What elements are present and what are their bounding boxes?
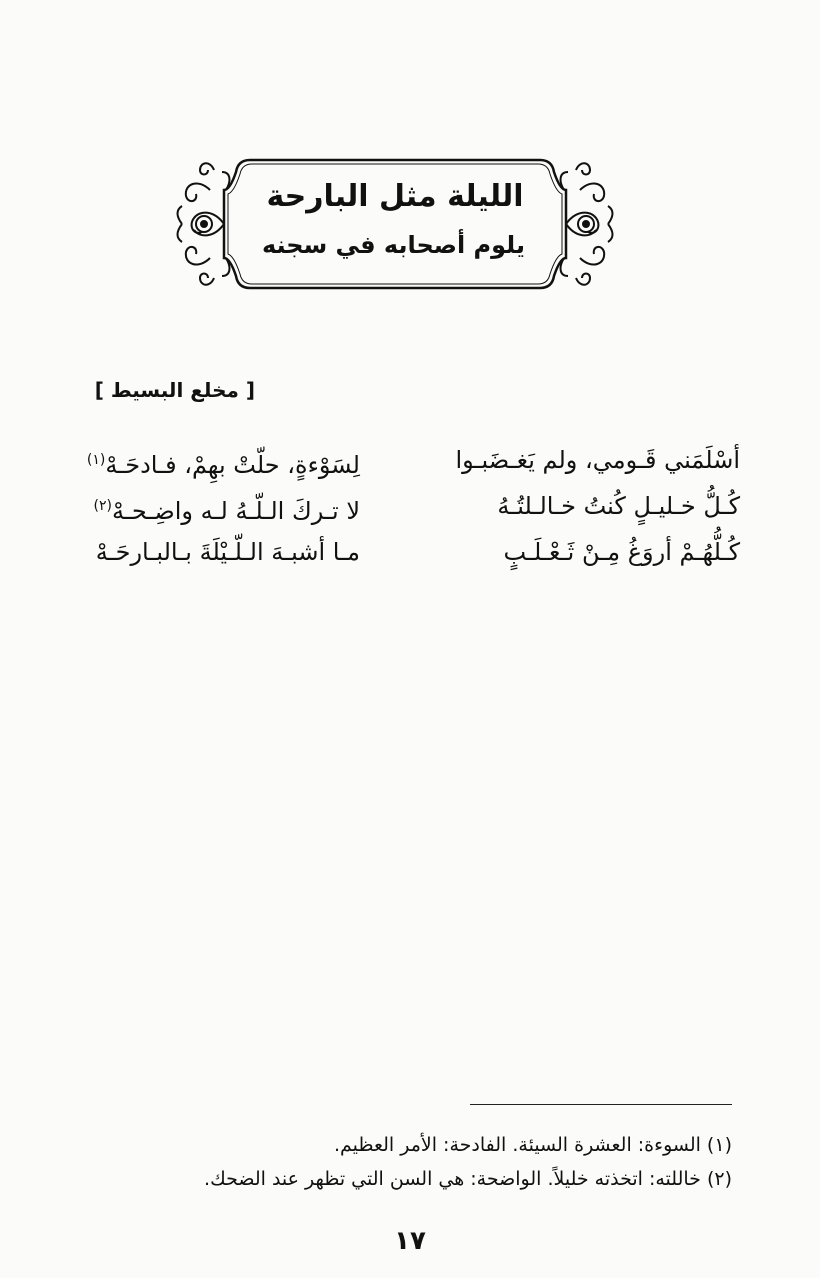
title-cartouche xyxy=(170,150,620,298)
poetic-meter-label: [ مخلع البسيط ] xyxy=(94,378,255,402)
poem-body xyxy=(60,440,740,578)
verse-second-hemistich xyxy=(60,440,360,485)
verse-line xyxy=(60,486,740,532)
footnote-item: (٢) خاللته: اتخذته خليلاً. الواضحة: هي السن التي تظهر عند الضحك. xyxy=(204,1168,732,1190)
footnote-item: (١) السوءة: العشرة السيئة. الفادحة: الأمر العظيم. xyxy=(333,1134,732,1156)
ornamental-frame-icon xyxy=(170,150,620,298)
page-number: ١٧ xyxy=(394,1226,426,1256)
hemistich-text: مـا أشبـهَ الـلّـيْلَةَ بـالبـارحَـهْ xyxy=(95,538,360,566)
verse-first-hemistich: أسْلَمَني قَـومي، ولم يَغـضَبـوا xyxy=(455,446,740,474)
hemistich-text: لِسَوْءةٍ، حلّتْ بهِمْ، فـادحَـهْ xyxy=(105,451,360,479)
verse-first-hemistich: كُـلُّهُـمْ أروَغُ مِـنْ ثَـعْـلَـبٍ xyxy=(503,538,740,566)
verse-second-hemistich xyxy=(60,486,360,531)
poem-title: الليلة مثل البارحة xyxy=(266,179,524,214)
verse-line xyxy=(60,440,740,486)
verse-first-hemistich: كُـلُّ خـليـلٍ كُنتُ خـالـلتُـهُ xyxy=(497,492,740,520)
footnotes xyxy=(92,1128,732,1196)
footnote-divider xyxy=(470,1104,732,1105)
verse-line xyxy=(60,532,740,578)
footnote-reference: (١) xyxy=(86,452,106,468)
poem-subtitle: يلوم أصحابه في سجنه xyxy=(261,231,525,259)
hemistich-text: لا تـركَ الـلّـهُ لـه واضِـحـهْ xyxy=(111,497,360,525)
verse-second-hemistich xyxy=(60,532,360,572)
footnote-reference: (٢) xyxy=(93,498,112,514)
